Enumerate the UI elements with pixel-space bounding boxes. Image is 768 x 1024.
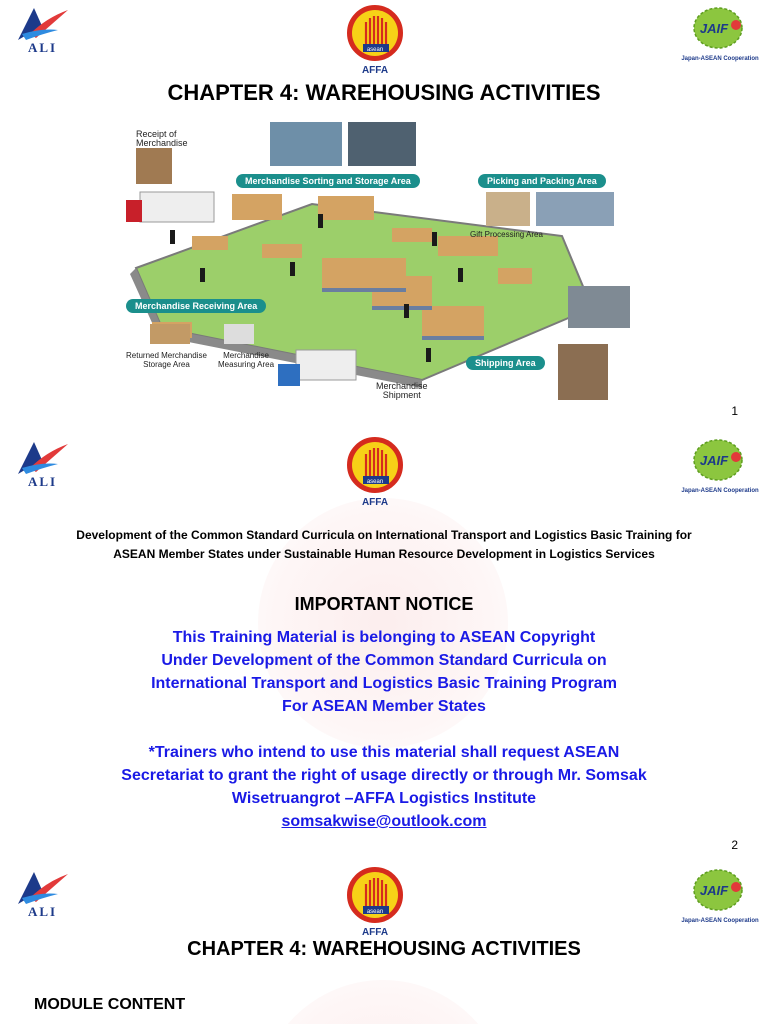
jaif-emblem-text: JAIF [699, 21, 729, 36]
ali-logo [12, 868, 72, 920]
shipping-area-label: Shipping Area [466, 356, 545, 370]
measuring-area-label: Merchandise Measuring Area [218, 351, 275, 369]
asean-emblem-icon [344, 864, 406, 926]
jaif-logo [678, 868, 762, 924]
asean-affa-logo [344, 864, 406, 938]
page-number: 2 [731, 838, 738, 852]
jaif-emblem-text: JAIF [699, 453, 729, 468]
notice-line: This Training Material is belonging to ASEAN Copyright [172, 629, 596, 646]
ali-emblem-icon [12, 868, 72, 908]
receipt-merchandise-label: Receipt of Merchandise [136, 129, 188, 148]
trainer-line: Secretariat to grant the right of usage directly or through Mr. Somsak [121, 767, 647, 784]
ali-emblem-icon [12, 4, 72, 44]
affa-logo-text: AFFA [361, 927, 389, 938]
jaif-emblem-icon [678, 6, 762, 52]
chapter-title: CHAPTER 4: WAREHOUSING ACTIVITIES [167, 80, 601, 105]
slide-3 [0, 858, 768, 1024]
affa-logo-text: AFFA [361, 65, 389, 76]
asean-emblem-text: asean [366, 47, 384, 53]
warehouse-illustration [122, 118, 634, 408]
notice-line: For ASEAN Member States [282, 698, 486, 715]
notice-line: International Transport and Logistics Basic Training Program [151, 675, 617, 692]
development-description [40, 526, 728, 564]
asean-affa-logo [344, 2, 406, 76]
ali-logo [12, 438, 72, 490]
jaif-logo [678, 438, 762, 494]
receiving-area-label: Merchandise Receiving Area [126, 299, 266, 313]
notice-body [60, 626, 708, 833]
jaif-logo [678, 6, 762, 62]
trainer-line: Wisetruangrot –AFFA Logistics Institute [231, 790, 537, 807]
notice-spacer [60, 718, 708, 741]
notice-line: Under Development of the Common Standard Curricula on [161, 652, 607, 669]
asean-emblem-icon [344, 2, 406, 64]
trainer-line: *Trainers who intend to use this material shall request ASEAN [148, 744, 620, 761]
asean-emblem-text: asean [366, 909, 384, 915]
sorting-area-label: Merchandise Sorting and Storage Area [236, 174, 420, 188]
jaif-emblem-icon [678, 438, 762, 484]
affa-logo-text: AFFA [361, 497, 389, 508]
module-content-heading: MODULE CONTENT [34, 996, 186, 1013]
important-notice-heading: IMPORTANT NOTICE [294, 594, 474, 614]
jaif-caption: Japan-ASEAN Cooperation [681, 488, 759, 494]
gift-processing-label: Gift Processing Area [470, 230, 543, 239]
asean-affa-logo [344, 434, 406, 508]
asean-watermark [258, 980, 508, 1024]
jaif-emblem-icon [678, 868, 762, 914]
page-number: 1 [731, 404, 738, 418]
returned-storage-label: Returned Merchandise Storage Area [126, 351, 207, 369]
ali-logo-text: ALI [28, 40, 58, 55]
asean-emblem-text: asean [366, 479, 384, 485]
ali-emblem-icon [12, 438, 72, 478]
development-line-2: ASEAN Member States under Sustainable Human Resource Development in Logistics Services [113, 547, 655, 561]
jaif-caption: Japan-ASEAN Cooperation [681, 56, 759, 62]
slide-2 [0, 418, 768, 858]
ali-logo-text: ALI [28, 904, 58, 919]
slide-1 [0, 0, 768, 418]
merchandise-shipment-label: Merchandise Shipment [376, 381, 428, 400]
ali-logo [12, 4, 72, 56]
picking-area-label: Picking and Packing Area [478, 174, 606, 188]
ali-logo-text: ALI [28, 474, 58, 489]
jaif-caption: Japan-ASEAN Cooperation [681, 918, 759, 924]
development-line-1: Development of the Common Standard Curricula on International Transport and Logistics Basic Training for [76, 528, 692, 542]
chapter-title: CHAPTER 4: WAREHOUSING ACTIVITIES [187, 938, 581, 960]
jaif-emblem-text: JAIF [699, 883, 729, 898]
contact-email-link[interactable]: somsakwise@outlook.com [281, 813, 487, 830]
asean-emblem-icon [344, 434, 406, 496]
